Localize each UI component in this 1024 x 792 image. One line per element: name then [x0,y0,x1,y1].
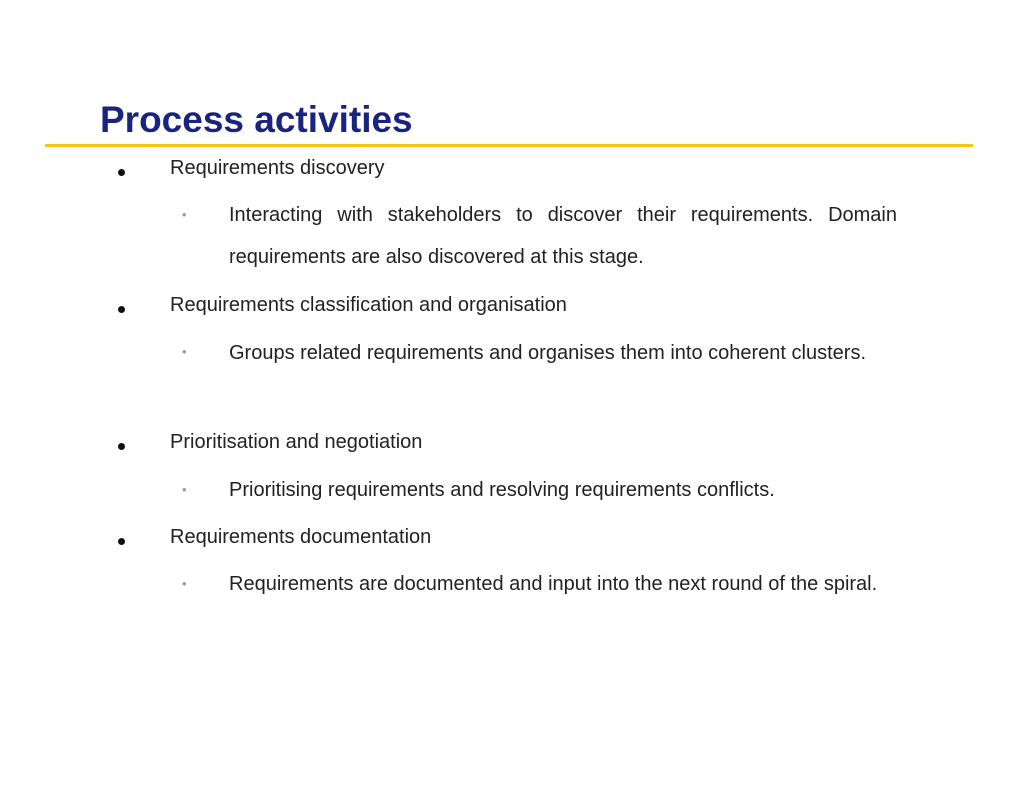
sub-bullet-marker: • [182,207,187,222]
bullet-marker [118,443,125,450]
sub-bullet-text: Requirements are documented and input into the next round of the spiral. [229,573,878,595]
slide-title: Process activities [100,99,413,140]
sub-bullet-marker: • [182,344,187,359]
bullet-text: Prioritisation and negotiation [170,431,423,453]
bullet-marker [118,306,125,313]
sub-bullet-text: Prioritising requirements and resolving requirements conflicts. [229,479,775,501]
bullet-text: Requirements documentation [170,526,432,548]
sub-bullet-text: Groups related requirements and organises them into coherent clusters. [229,342,867,364]
bullet-marker [118,169,125,176]
bullet-text: Requirements classification and organisation [170,294,567,316]
sub-bullet-text: Interacting with stakeholders to discover their requirements. Domain requirements are also discovered at this stage. [229,204,897,268]
sub-bullet-marker: • [182,576,187,591]
sub-bullet-marker: • [182,482,187,497]
bullet-marker [118,538,125,545]
bullet-text: Requirements discovery [170,157,385,179]
